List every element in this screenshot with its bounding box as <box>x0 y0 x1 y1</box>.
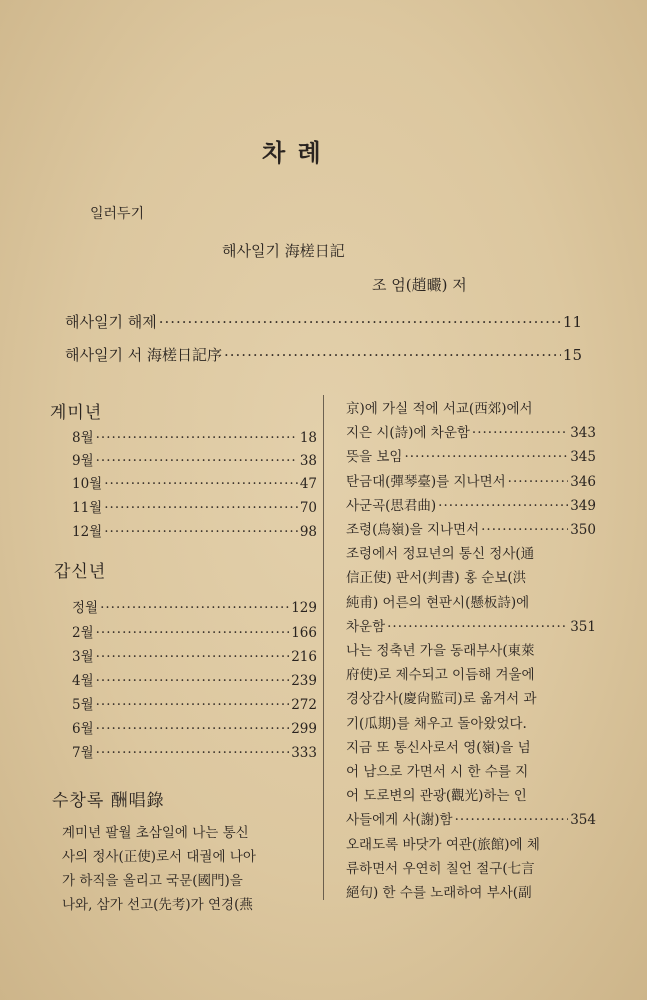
toc-entry-label: 지은 시(詩)에 차운함 <box>346 425 470 442</box>
leader-dots <box>508 474 569 490</box>
toc-entry-label: 信正使) 판서(判書) 홍 순보(洪 <box>346 570 527 587</box>
text-line <box>346 857 596 877</box>
leader-dots <box>104 476 298 492</box>
leader-dots <box>387 619 568 635</box>
toc-entry-label: 11월 <box>72 500 103 516</box>
toc-entry-label: 絕句) 한 수를 노래하여 부사(副 <box>346 885 532 901</box>
page-title: 차 례 <box>262 138 323 167</box>
toc-entry-label: 뜻을 보임 <box>346 449 403 466</box>
toc-entry-label: 5월 <box>72 697 94 713</box>
toc-entry <box>72 693 317 713</box>
toc-entry-label: 지금 또 통신사로서 영(嶺)을 넘 <box>346 739 531 756</box>
toc-entry-page: 239 <box>291 673 317 689</box>
toc-entry-page: 18 <box>299 430 317 446</box>
toc-entry-label: 어 도로변의 관광(觀光)하는 인 <box>346 788 527 805</box>
section-heading: 갑신년 <box>54 562 107 582</box>
leader-dots <box>404 449 568 465</box>
toc-entry-label: 京)에 가실 적에 서교(西郊)에서 <box>346 401 533 417</box>
toc-entry-page: 216 <box>291 649 317 665</box>
poems-heading: 수창록 酬唱錄 <box>52 791 165 811</box>
leader-dots <box>96 649 290 665</box>
toc-entry <box>72 741 317 761</box>
text-line <box>346 833 596 853</box>
toc-entry-label: 8월 <box>72 430 94 446</box>
toc-entry <box>65 311 582 332</box>
leader-dots <box>455 812 569 828</box>
toc-entry-label: 9월 <box>72 453 94 469</box>
toc-entry-label: 사군곡(思君曲) <box>346 497 437 514</box>
toc-entry-page: 346 <box>570 473 596 490</box>
toc-entry-label: 12월 <box>72 524 103 540</box>
toc-entry-label: 해사일기 해제 <box>65 313 157 331</box>
text-line <box>346 591 596 611</box>
text-line <box>346 663 596 683</box>
poem-line: 사의 정사(正使)로서 대궐에 나아 <box>62 849 256 865</box>
leader-dots <box>104 500 298 516</box>
toc-entry-page: 350 <box>570 522 596 538</box>
leader-dots <box>96 453 298 469</box>
preface-label: 일러두기 <box>90 206 145 222</box>
text-line <box>346 687 596 707</box>
toc-entry <box>346 470 596 490</box>
toc-entry <box>72 472 317 492</box>
toc-entry-label: 해사일기 서 海槎日記序 <box>65 346 222 364</box>
toc-entry <box>72 426 317 446</box>
toc-entry-label: 조령에서 정묘년의 통신 정사(通 <box>346 546 535 563</box>
toc-entry-label: 2월 <box>72 625 94 641</box>
toc-entry-page: 351 <box>570 618 596 635</box>
toc-entry-page: 299 <box>291 721 317 737</box>
leader-dots <box>96 745 290 761</box>
toc-entry <box>72 496 317 516</box>
toc-entry <box>72 717 317 737</box>
author-line: 조 엄(趙曮) 저 <box>372 276 467 294</box>
toc-entry-label: 나는 정축년 가을 동래부사(東萊 <box>346 643 535 659</box>
toc-entry <box>72 596 317 616</box>
toc-entry-page: 15 <box>562 346 582 364</box>
leader-dots <box>96 673 290 689</box>
leader-dots <box>96 625 290 641</box>
toc-entry-label: 사들에게 사(謝)함 <box>346 812 453 829</box>
text-line <box>346 542 596 562</box>
toc-entry-page: 70 <box>299 500 317 516</box>
toc-entry-label: 류하면서 우연히 칠언 절구(七言 <box>346 860 535 877</box>
toc-entry-label: 정월 <box>72 600 99 616</box>
toc-entry-page: 47 <box>299 476 317 492</box>
toc-entry-page: 345 <box>570 449 596 466</box>
leader-dots <box>224 346 561 364</box>
toc-entry-label: 오래도록 바닷가 여관(旅館)에 체 <box>346 836 540 853</box>
toc-entry <box>72 669 317 689</box>
toc-entry-page: 343 <box>570 425 596 442</box>
text-line <box>346 712 596 732</box>
toc-entry <box>346 494 596 514</box>
toc-entry <box>346 445 596 465</box>
section-heading: 계미년 <box>50 403 103 423</box>
column-divider <box>323 395 324 900</box>
toc-entry-label: 4월 <box>72 673 94 689</box>
toc-entry-label: 純甫) 어른의 현판시(懸板詩)에 <box>346 594 530 611</box>
toc-entry <box>346 421 596 441</box>
toc-entry-page: 38 <box>299 453 317 469</box>
toc-entry-page: 98 <box>299 524 317 540</box>
poem-line: 가 하직을 올리고 국문(國門)을 <box>62 873 243 889</box>
toc-entry-page: 354 <box>570 812 596 829</box>
toc-entry <box>346 808 596 828</box>
toc-entry-label: 6월 <box>72 721 94 737</box>
text-line <box>346 760 596 780</box>
toc-entry <box>72 645 317 665</box>
leader-dots <box>159 313 561 331</box>
toc-entry-label: 기(瓜期)를 채우고 돌아왔었다. <box>346 715 527 732</box>
toc-entry-label: 어 남으로 가면서 시 한 수를 지 <box>346 764 529 780</box>
text-line <box>346 736 596 756</box>
toc-entry-page: 349 <box>570 497 596 514</box>
toc-entry-label: 조령(鳥嶺)을 지나면서 <box>346 522 480 538</box>
leader-dots <box>438 498 568 514</box>
toc-entry <box>72 449 317 469</box>
toc-entry-page: 166 <box>291 625 317 641</box>
toc-entry <box>346 615 596 635</box>
toc-entry-page: 129 <box>291 600 317 616</box>
text-line <box>346 881 596 901</box>
toc-entry <box>346 518 596 538</box>
text-line <box>346 784 596 804</box>
toc-entry <box>72 520 317 540</box>
leader-dots <box>96 721 290 737</box>
leader-dots <box>472 425 568 441</box>
toc-entry-page: 11 <box>562 313 582 331</box>
poem-line: 나와, 삼가 선고(先考)가 연경(燕 <box>62 897 253 913</box>
text-line <box>346 639 596 659</box>
leader-dots <box>96 697 290 713</box>
poem-line: 계미년 팔월 초삼일에 나는 통신 <box>62 825 249 841</box>
leader-dots <box>481 522 568 538</box>
text-line <box>346 397 596 417</box>
toc-entry <box>72 621 317 641</box>
toc-entry-page: 272 <box>291 697 317 713</box>
toc-entry-page: 333 <box>291 745 317 761</box>
text-line <box>346 566 596 586</box>
toc-entry-label: 10월 <box>72 476 103 492</box>
toc-entry <box>65 344 582 365</box>
book-title: 해사일기 海槎日記 <box>222 242 345 260</box>
toc-entry-label: 7월 <box>72 745 94 761</box>
toc-entry-label: 府使)로 제수되고 이듬해 겨울에 <box>346 667 535 684</box>
leader-dots <box>100 600 289 616</box>
leader-dots <box>104 524 298 540</box>
leader-dots <box>96 430 298 446</box>
toc-entry-label: 경상감사(慶尙監司)로 옮겨서 과 <box>346 691 537 708</box>
toc-entry-label: 차운함 <box>346 618 386 635</box>
toc-entry-label: 3월 <box>72 649 94 665</box>
toc-entry-label: 탄금대(彈琴臺)를 지나면서 <box>346 473 506 490</box>
